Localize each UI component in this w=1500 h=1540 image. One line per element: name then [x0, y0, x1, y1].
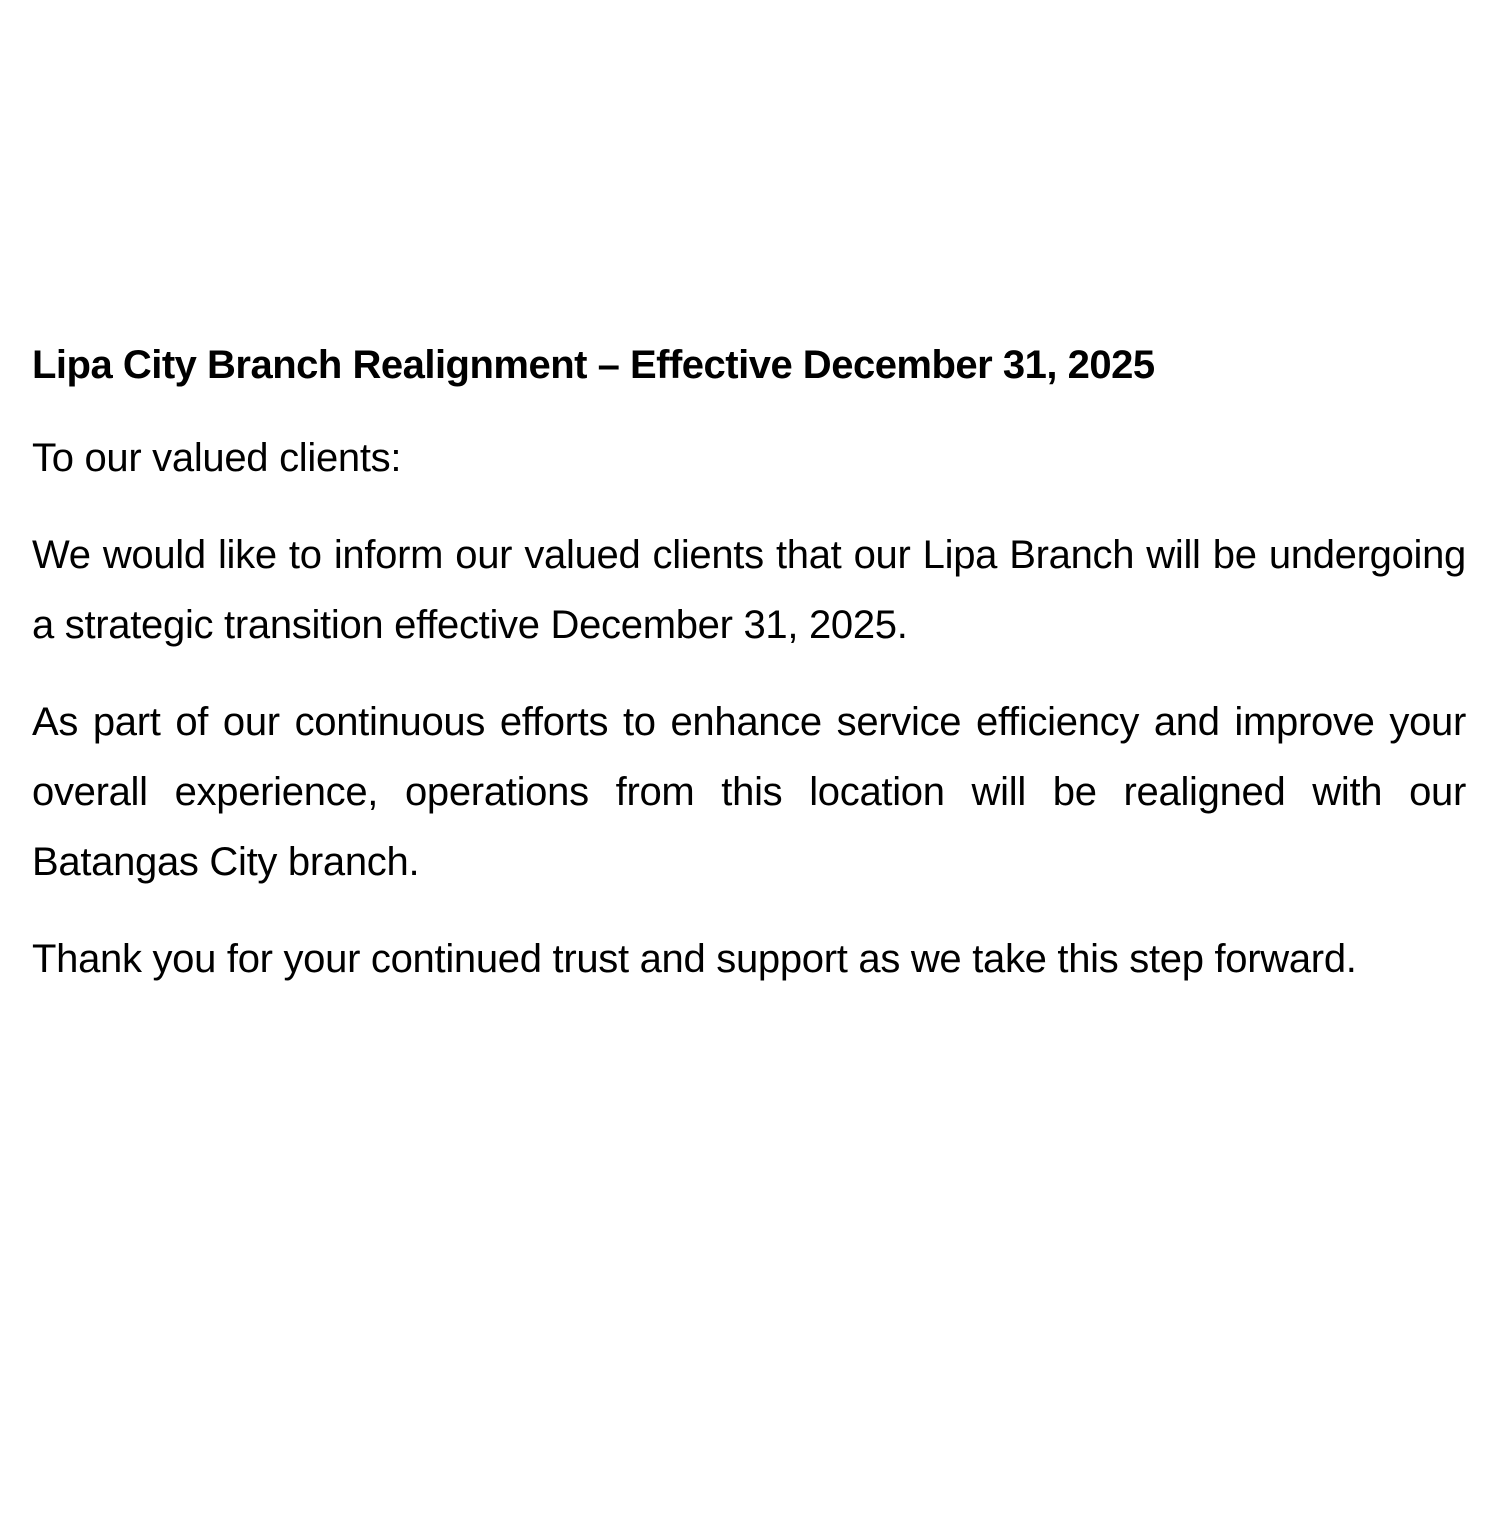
- notice-document: [32, 335, 1466, 1021]
- notice-paragraph-thanks: Thank you for your continued trust and support as we take this step forward.: [32, 937, 1357, 981]
- notice-greeting: To our valued clients:: [32, 436, 402, 480]
- notice-title: Lipa City Branch Realignment – Effective December 31, 2025: [32, 343, 1155, 387]
- notice-paragraph-transition: We would like to inform our valued clients that our Lipa Branch will be undergoing a strategic transition effective December 31, 2025.: [32, 533, 1466, 647]
- notice-paragraph-realignment: As part of our continuous efforts to enhance service efficiency and improve your overall experience, operations from this location will be realigned with our Batangas City branch.: [32, 700, 1466, 884]
